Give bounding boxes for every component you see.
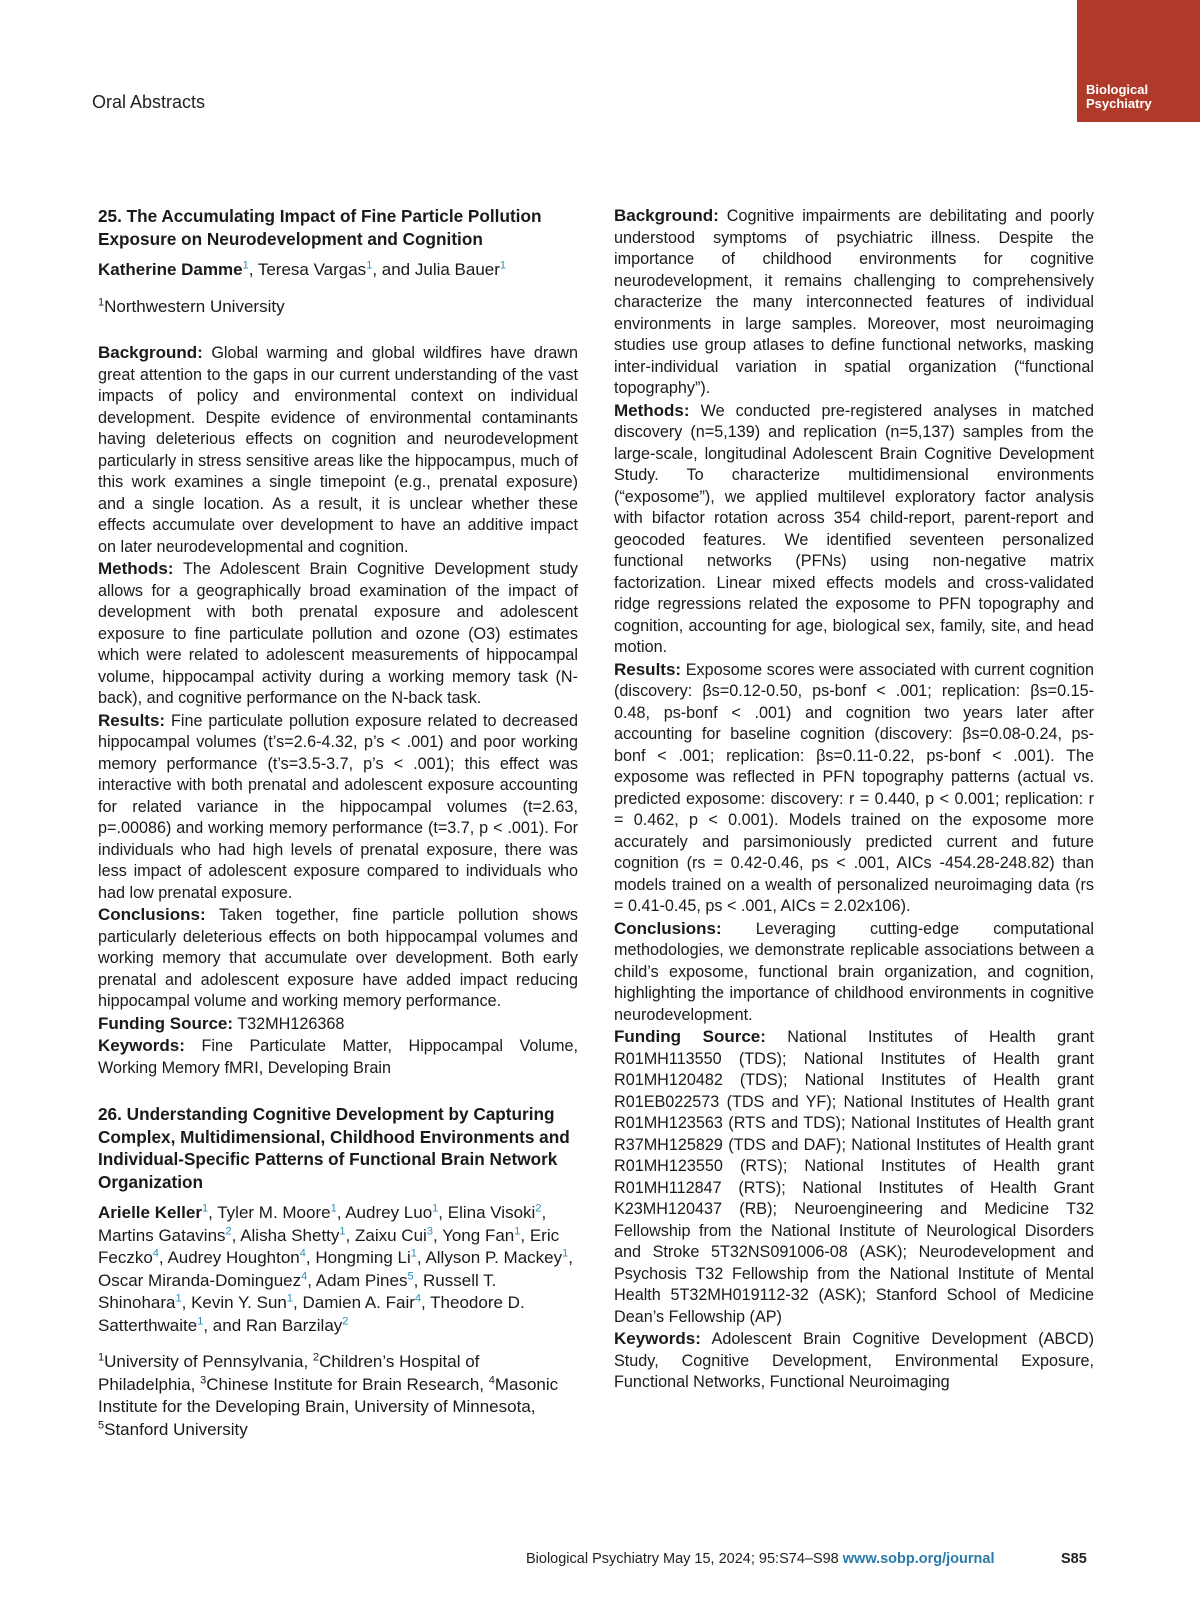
abstract-26-methods bbox=[614, 400, 1094, 659]
methods-text: The Adolescent Brain Cognitive Development study allows for a geographically broad examination of the impact of development with both prenatal exposure and adolescent exposure to fine particulate pollution and ozone (O3) estimates which were related to adolescent measurements of hippocampal volume, hippocampal activity during a working memory task (N-back), and cognitive performance on the N-back task. bbox=[98, 560, 578, 707]
affiliation-sup: 3 bbox=[200, 1373, 207, 1386]
results-heading: Results: bbox=[614, 659, 682, 679]
author-affiliation-sup: 1 bbox=[410, 1247, 417, 1260]
abstract-26-background bbox=[614, 205, 1094, 400]
author-name: Tyler M. Moore bbox=[217, 1203, 331, 1222]
author-affiliation-sup: 2 bbox=[342, 1314, 349, 1327]
footer-citation bbox=[526, 1551, 995, 1567]
keywords-heading: Keywords: bbox=[98, 1036, 185, 1055]
author-separator: , bbox=[520, 1225, 530, 1245]
abstract-25-methods bbox=[98, 558, 578, 710]
author-affiliation-sup: 2 bbox=[535, 1202, 542, 1215]
author-separator: , bbox=[305, 1248, 316, 1267]
author-name: Julia Bauer bbox=[414, 260, 500, 279]
methods-heading: Methods: bbox=[98, 559, 174, 578]
author-name: Audrey Houghton bbox=[167, 1248, 300, 1267]
conclusions-heading: Conclusions: bbox=[98, 905, 206, 924]
author-affiliation-sup: 5 bbox=[407, 1269, 414, 1282]
abstract-25-background bbox=[98, 342, 578, 558]
abstract-26-affiliations bbox=[98, 1351, 578, 1441]
author-name: Alisha Shetty bbox=[240, 1225, 340, 1245]
keywords-heading: Keywords: bbox=[614, 1329, 701, 1348]
abstract-26-title: 26. Understanding Cognitive Development by Capturing Complex, Multidimensional, Childhood Environments and Individual-Specific Patterns of Functional Brain Network Organization bbox=[98, 1104, 570, 1192]
results-text: Exposome scores were associated with current cognition (discovery: βs=0.12-0.50, ps-bonf < .001; replication: βs=0.15-0.48, ps-bonf < .001) and cognition two years later after accounting for baseline cognition (discovery: βs=0.08-0.24, ps-bonf < .001; replication: βs=0.11-0.22, ps-bonf < .001). The exposome was reflected in PFN topography patterns (actual vs. predicted exposome: discovery: r = 0.440, p < 0.001; replication: r = 0.462, p < 0.001). Models trained on the exposome more accurately and parsimoniously predicted current and future cognition (rs = 0.42-0.46, ps < .001, AICs -454.28-248.82) than models trained on a wealth of personalized neuroimaging data (rs = 0.41-0.45, ps < .001, AICs = 2.02x106). bbox=[614, 660, 1094, 915]
funding-heading: Funding Source: bbox=[98, 1013, 234, 1033]
author-affiliation-sup: 1 bbox=[242, 259, 249, 272]
author-name: Adam Pines bbox=[315, 1270, 408, 1290]
affiliation-sup: 2 bbox=[312, 1351, 320, 1364]
author-name: Kevin Y. Sun bbox=[191, 1293, 287, 1312]
author-separator: , and bbox=[372, 260, 415, 279]
author-name: Theodore D. Satterthwaite bbox=[98, 1293, 525, 1335]
methods-heading: Methods: bbox=[614, 400, 690, 420]
funding-text: T32MH126368 bbox=[237, 1014, 345, 1033]
author-separator: , bbox=[293, 1293, 303, 1312]
author-separator: , bbox=[421, 1293, 431, 1312]
author-affiliation-sup: 1 bbox=[330, 1202, 337, 1215]
affiliation-text: Northwestern University bbox=[104, 296, 285, 316]
author-separator: , bbox=[568, 1248, 573, 1267]
author-separator: , bbox=[208, 1203, 218, 1222]
citation-text: Biological Psychiatry May 15, 2024; 95:S74–S98 bbox=[526, 1551, 839, 1567]
author-separator: , bbox=[345, 1225, 355, 1245]
author-separator: , bbox=[307, 1270, 316, 1290]
section-label: Oral Abstracts bbox=[92, 92, 206, 112]
author-affiliation-sup: 4 bbox=[152, 1247, 159, 1260]
left-column bbox=[98, 205, 578, 1441]
affiliation-text: Stanford University bbox=[104, 1419, 248, 1439]
background-heading: Background: bbox=[98, 343, 203, 362]
abstract-25-funding bbox=[98, 1013, 578, 1036]
conclusions-text: Leveraging cutting-edge computational methodologies, we demonstrate replicable associations between a child’s exposome, functional brain organization, and cognition, highlighting the importance of childhood environments in cognitive neurodevelopment. bbox=[614, 919, 1094, 1024]
author-affiliation-sup: 1 bbox=[201, 1202, 209, 1215]
author-separator: , bbox=[541, 1203, 547, 1222]
author-separator: , bbox=[438, 1203, 448, 1222]
abstract-25-conclusions bbox=[98, 904, 578, 1013]
author-affiliation-sup: 4 bbox=[414, 1292, 422, 1305]
author-name: Martins Gatavins bbox=[98, 1225, 226, 1245]
abstract-26-funding bbox=[614, 1026, 1094, 1328]
author-separator: , bbox=[416, 1248, 426, 1267]
author-name: Russell T. Shinohara bbox=[98, 1270, 497, 1312]
author-name: Zaixu Cui bbox=[355, 1225, 427, 1245]
background-heading: Background: bbox=[614, 206, 719, 225]
background-text: Cognitive impairments are debilitating and poorly understood symptoms of psychiatric illness. Despite the importance of childhood environments for cognitive neurodevelopment, it remains challenging to comprehensively characterize the many interconnected features of individual environments in large samples. Moreover, most neuroimaging studies use group atlases to define functional networks, masking inter-individual variation in spatial organization (“functional topography”). bbox=[614, 207, 1094, 397]
abstract-25-authors bbox=[98, 259, 578, 282]
author-affiliation-sup: 1 bbox=[197, 1314, 204, 1327]
affiliation-sup: 4 bbox=[488, 1373, 495, 1386]
affiliation-sup: 1 bbox=[98, 295, 105, 308]
author-name: Elina Visoki bbox=[447, 1203, 536, 1222]
affiliation-text: Masonic Institute for the Developing Brain, University of Minnesota, bbox=[98, 1374, 559, 1416]
journal-badge-text: Biological Psychiatry bbox=[1086, 82, 1152, 111]
author-separator: , bbox=[336, 1203, 346, 1222]
right-column bbox=[614, 205, 1094, 1394]
author-affiliation-sup: 1 bbox=[514, 1224, 521, 1237]
author-name: Oscar Miranda-Dominguez bbox=[98, 1270, 302, 1290]
affiliation-text: Chinese Institute for Brain Research, bbox=[206, 1374, 489, 1394]
author-name: Hongming Li bbox=[315, 1248, 411, 1267]
affiliation-sup: 5 bbox=[98, 1418, 105, 1431]
results-text: Fine particulate pollution exposure related to decreased hippocampal volumes (t’s=2.6-4.32, p’s < .001) and poor working memory performance (t’s=3.5-3.7, p’s < .001); this effect was interactive with both prenatal and adolescent exposure accounting for related variance in the hippocampal volumes (t=2.63, p=.00086) and working memory performance (t=3.7, p < .001). For individuals who had high levels of prenatal exposure, there was less impact of adolescent exposure compared to individuals who had low prenatal exposure. bbox=[98, 711, 578, 902]
author-name: Arielle Keller bbox=[98, 1203, 202, 1222]
page-number: S85 bbox=[1061, 1551, 1087, 1567]
author-name: Katherine Damme bbox=[98, 260, 243, 279]
author-separator: , bbox=[432, 1225, 443, 1245]
author-name: Eric Feczko bbox=[98, 1225, 560, 1267]
affiliation-text: University of Pennsylvania, bbox=[104, 1352, 313, 1371]
author-name: Allyson P. Mackey bbox=[425, 1248, 563, 1267]
author-name: Teresa Vargas bbox=[257, 260, 367, 279]
author-affiliation-sup: 1 bbox=[562, 1247, 569, 1260]
affiliation-text: Children’s Hospital of Philadelphia, bbox=[98, 1352, 480, 1394]
affiliation-sup: 1 bbox=[98, 1351, 105, 1364]
results-heading: Results: bbox=[98, 710, 166, 730]
author-affiliation-sup: 1 bbox=[366, 259, 373, 272]
abstract-25-title: 25. The Accumulating Impact of Fine Particle Pollution Exposure on Neurodevelopment and Cognition bbox=[98, 206, 542, 249]
author-affiliation-sup: 4 bbox=[299, 1247, 306, 1260]
author-separator: , bbox=[231, 1225, 241, 1245]
abstract-25-results bbox=[98, 710, 578, 905]
author-affiliation-sup: 1 bbox=[339, 1224, 346, 1237]
author-affiliation-sup: 2 bbox=[225, 1224, 232, 1237]
conclusions-heading: Conclusions: bbox=[614, 918, 722, 938]
abstract-26-conclusions bbox=[614, 918, 1094, 1027]
author-affiliation-sup: 1 bbox=[286, 1292, 294, 1305]
funding-heading: Funding Source: bbox=[614, 1027, 766, 1046]
author-name: Audrey Luo bbox=[345, 1203, 433, 1222]
author-affiliation-sup: 1 bbox=[499, 259, 507, 272]
abstract-25-affiliation bbox=[98, 296, 578, 319]
journal-badge bbox=[1077, 0, 1200, 122]
author-separator: , bbox=[413, 1270, 424, 1290]
author-separator: , and bbox=[203, 1315, 246, 1335]
background-text: Global warming and global wildfires have drawn great attention to the gaps in our current understanding of the vast impacts of policy and environmental context on individual development. Despite evidence of environmental contaminants having deleterious effects on cognition and neurodevelopment particularly in stress sensitive areas like the hippocampus, much of this work examines a single timepoint (e.g., prenatal exposure) and a single location. As a result, it is unclear whether these effects accumulate over development to have an additive impact on later neurodevelopmental and cognition. bbox=[98, 344, 578, 556]
author-separator: , bbox=[158, 1248, 168, 1267]
abstract-26-keywords bbox=[614, 1328, 1094, 1394]
abstract-25-keywords bbox=[98, 1035, 578, 1079]
author-affiliation-sup: 1 bbox=[175, 1292, 182, 1305]
author-separator: , bbox=[181, 1293, 192, 1312]
keywords-text: Adolescent Brain Cognitive Development (ABCD) Study, Cognitive Development, Environmental Exposure, Functional Networks, Functional Neuroimaging bbox=[614, 1330, 1094, 1391]
methods-text: We conducted pre-registered analyses in matched discovery (n=5,139) and replication (n=5,137) samples from the large-scale, longitudinal Adolescent Brain Cognitive Development Study. To characterize multidimensional environments (“exposome”), we applied multilevel exploratory factor analysis with bifactor rotation across 354 child-report, parent-report and geocoded features. We identified seventeen personalized functional networks (PFNs) using non-negative matrix factorization. Linear mixed effects models and cross-validated ridge regressions related the exposome to PFN topography and cognition, accounting for age, biological sex, family, site, and head motion. bbox=[614, 401, 1094, 656]
funding-text: National Institutes of Health grant R01MH113550 (TDS); National Institutes of Health grant R01MH120482 (TDS); National Institutes of Health grant R01EB022573 (TDS and YF); National Institutes of Health grant R01MH123563 (RTS and TDS); National Institutes of Health grant R37MH125829 (TDS and DAF); National Institutes of Health grant R01MH123550 (RTS); National Institutes of Health grant R01MH112847 (RTS); National Institutes of Health Grant K23MH120437 (RB); Neuroengineering and Medicine T32 Fellowship from the National Institute of Neurological Disorders and Stroke 5T32NS091006-08 (ASK); Neurodevelopment and Psychosis T32 Fellowship from the National Institute of Mental Health 5T32MH019112-32 (ASK); Stanford School of Medicine Dean’s Fellowship (AP) bbox=[614, 1028, 1095, 1326]
author-name: Yong Fan bbox=[442, 1225, 515, 1245]
abstract-26-results bbox=[614, 659, 1094, 918]
author-affiliation-sup: 1 bbox=[432, 1202, 439, 1215]
author-affiliation-sup: 4 bbox=[301, 1269, 308, 1282]
keywords-text: Fine Particulate Matter, Hippocampal Volume, Working Memory fMRI, Developing Brain bbox=[98, 1037, 579, 1077]
abstract-26-authors bbox=[98, 1202, 578, 1337]
author-name: Damien A. Fair bbox=[302, 1293, 415, 1312]
conclusions-text: Taken together, fine particle pollution shows particularly deleterious effects on both hippocampal volumes and working memory that accumulate over development. Both early prenatal and adolescent exposure have added impact reducing hippocampal volume and working memory performance. bbox=[98, 906, 578, 1010]
author-separator: , bbox=[248, 260, 258, 279]
author-name: Ran Barzilay bbox=[245, 1315, 343, 1335]
journal-link[interactable]: www.sobp.org/journal bbox=[842, 1551, 995, 1567]
author-affiliation-sup: 3 bbox=[426, 1224, 433, 1237]
